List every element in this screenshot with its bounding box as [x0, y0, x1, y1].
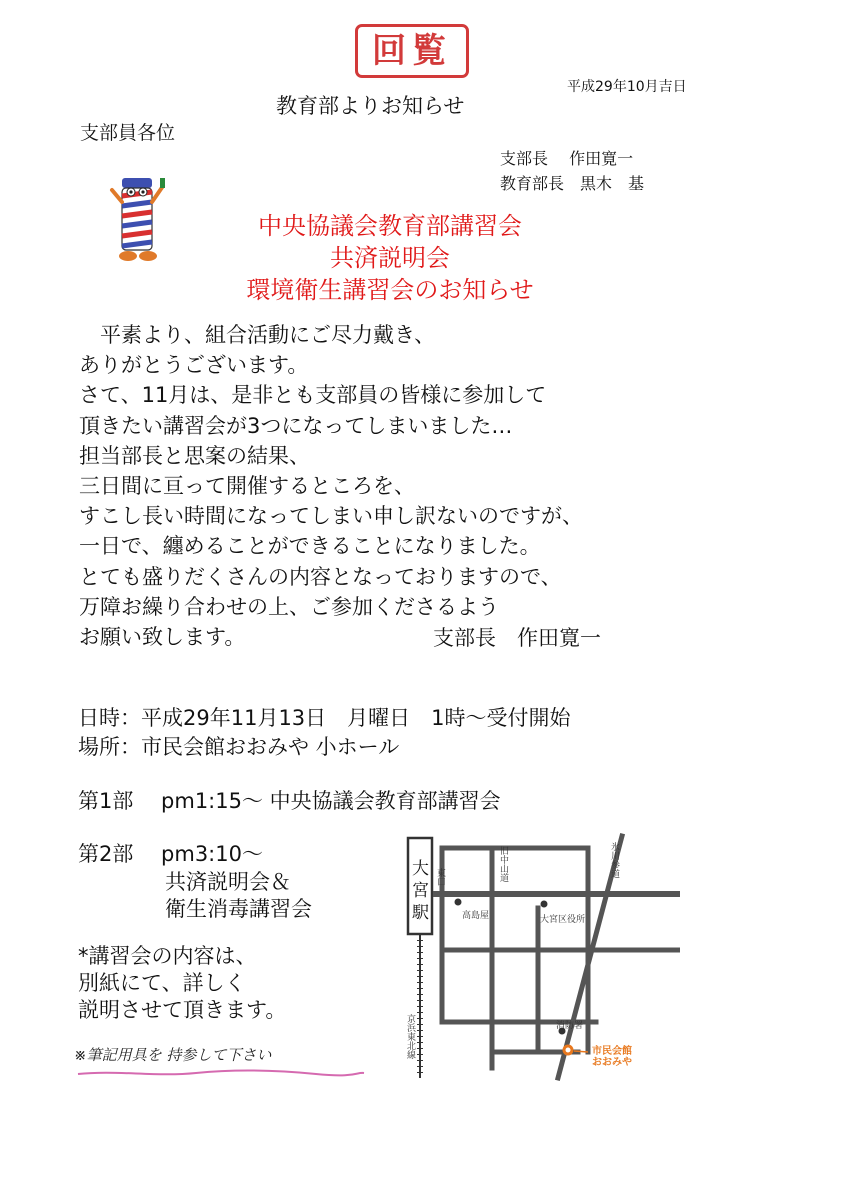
body-line: すこし長い時間になってしまい申し訳ないのですが、: [79, 504, 583, 529]
part2-line: 共済説明会＆: [165, 870, 291, 894]
part2-heading: 第2部 pm3:10～: [78, 842, 263, 866]
circulation-stamp: [355, 24, 469, 78]
body-line: お願い致します。: [79, 625, 246, 650]
remark-line: 説明させて頂きます。: [78, 998, 287, 1022]
part1-schedule: 第1部 pm1:15～ 中央協議会教育部講習会: [78, 789, 501, 813]
body-line: 万障お繰り合わせの上、ご参加くださるよう: [79, 594, 499, 619]
destination-label: [592, 1046, 632, 1068]
old-nakasendo-label: 旧中山道: [498, 846, 508, 882]
issue-date: 平成29年10月吉日: [567, 79, 687, 95]
addressee: 支部員各位: [80, 122, 176, 144]
remark-line: *講習会の内容は、: [78, 944, 257, 968]
event-datetime: 日時：平成29年11月13日 月曜日 1時～受付開始: [78, 706, 571, 730]
remark-line: 別紙にて、詳しく: [78, 971, 246, 995]
station-label-char: 宮: [412, 881, 429, 901]
ward-office-label: 大宮区役所: [540, 915, 586, 925]
notice-title-line: 環境衛生講習会のお知らせ: [246, 276, 534, 304]
signatory-education-chief: 教育部長 黒木 基: [500, 174, 645, 193]
keihin-tohoku-line-label: 京浜東北線: [405, 1014, 415, 1059]
body-line: とても盛りだくさんの内容となっておりますので、: [79, 564, 562, 589]
station-label-char: 大: [412, 859, 429, 879]
closing-signature: 支部長 作田寛一: [433, 626, 601, 650]
station-label-char: 駅: [412, 903, 429, 923]
destination-label-line: 市民会館: [592, 1046, 632, 1057]
takashimaya-label: 高島屋: [462, 911, 490, 921]
signatory-branch-chief: 支部長 作田寛一: [500, 149, 634, 168]
notice-title-line: 共済説明会: [330, 244, 450, 272]
notice-body: [79, 320, 583, 652]
fire-station-label: 消防署: [556, 1021, 584, 1031]
east-exit-label: 東口: [435, 868, 445, 886]
destination-label-line: おおみや: [592, 1057, 632, 1068]
body-line: 頂きたい講習会が3つになってしまいました…: [79, 413, 513, 438]
handwritten-underline: [76, 1068, 366, 1078]
part2-line: 衛生消毒講習会: [165, 897, 312, 921]
hikawa-sando-label: 氷川参道: [609, 842, 619, 878]
body-line: 平素より、組合活動にご尽力戴き、: [79, 323, 436, 347]
body-line: 担当部長と思案の結果、: [79, 443, 310, 468]
page-title: 教育部よりお知らせ: [276, 94, 465, 118]
body-line: 三日間に亘って開催するところを、: [79, 474, 415, 499]
body-line: ありがとうございます。: [79, 353, 309, 378]
stamp-text: 回覧: [372, 31, 452, 71]
notice-title: [160, 210, 620, 306]
handwritten-note: ※筆記用具を 持参して下さい: [74, 1046, 272, 1064]
notice-title-line: 中央協議会教育部講習会: [258, 212, 522, 240]
body-line: さて、11月は、是非とも支部員の皆様に参加して: [79, 383, 547, 408]
mascot-illustration: [108, 172, 168, 264]
venue-map: [396, 828, 680, 1090]
body-line: 一日で、纏めることができることになりました。: [79, 534, 541, 559]
event-place: 場所：市民会館おおみや 小ホール: [78, 735, 400, 759]
